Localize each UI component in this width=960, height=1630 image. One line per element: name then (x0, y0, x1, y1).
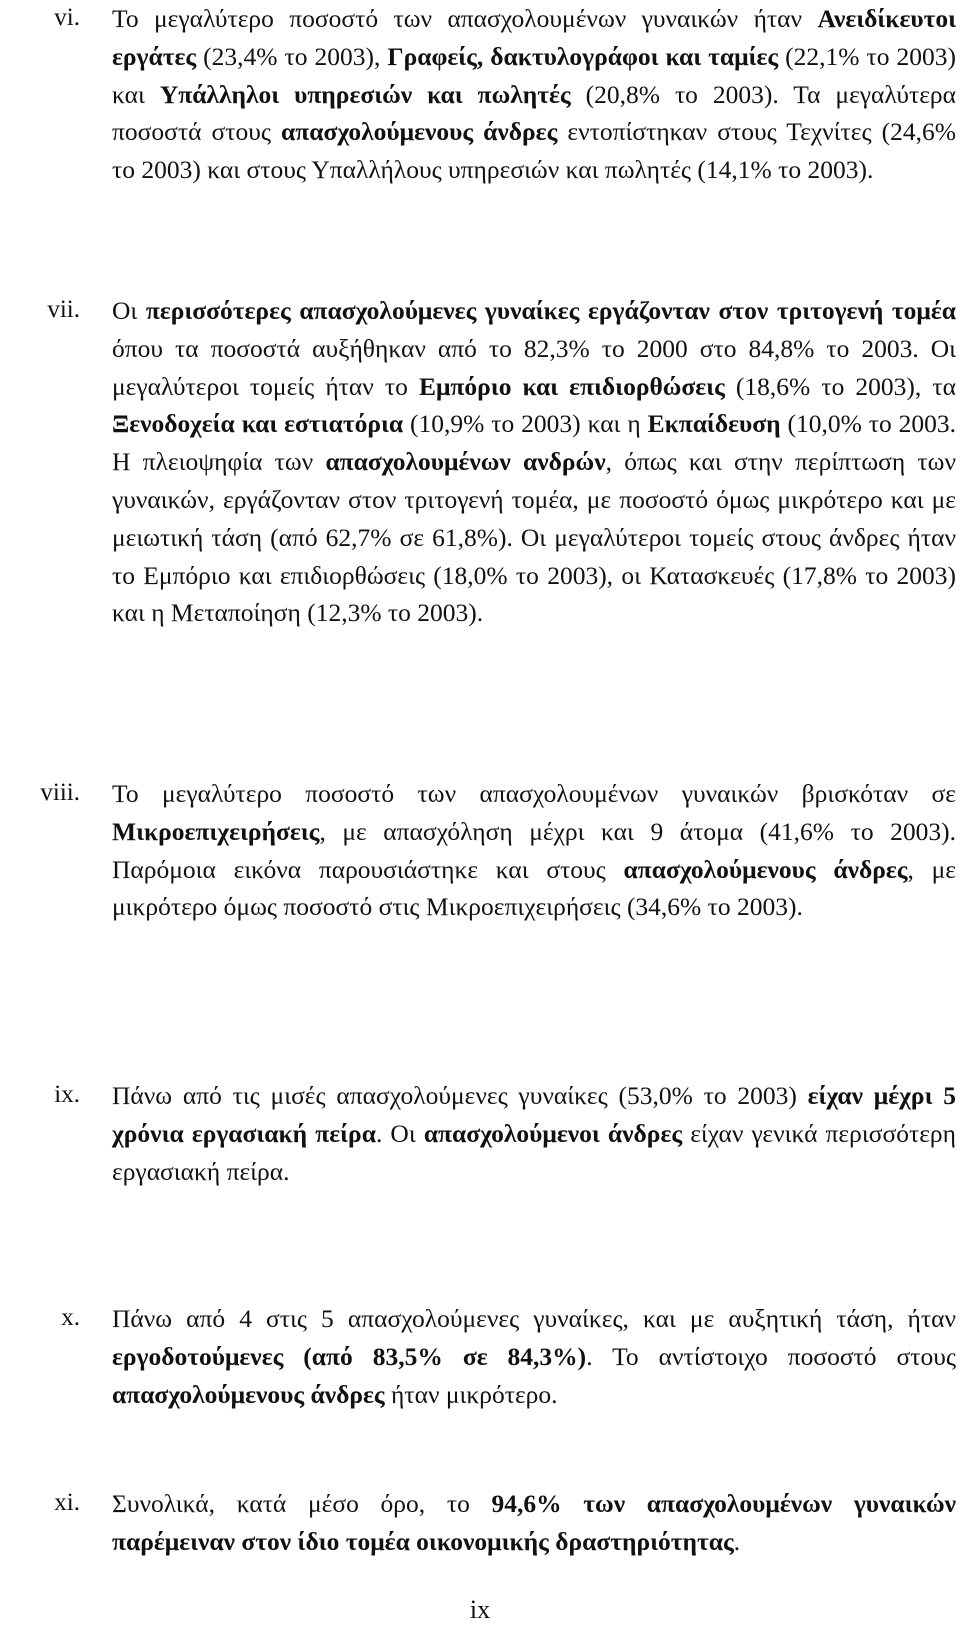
list-item-text (112, 1077, 956, 1190)
text-run: , όπως και στην περίπτωση των γυναικών, εργάζονταν στον τριτογενή τομέα, με ποσοστό όμως μικρότερο και με μειωτική τάση (από 62,7% σε 61,8%). Οι μεγαλύτεροι τομείς στους άνδρες ήταν το Εμπόριο και επιδιορθώσεις (18,0% το 2003), οι Κατασκευές (17,8% το 2003) και η Μεταποίηση (12,3% το 2003). (112, 447, 956, 628)
bold-text: Ανειδίκευτοι εργάτες (112, 4, 956, 71)
list-item-text (112, 1485, 956, 1561)
list-item-text (112, 0, 956, 189)
bold-text: απασχολούμενους άνδρες (281, 117, 558, 147)
text-run: Συνολικά, κατά μέσο όρο, το (112, 1489, 492, 1518)
text-run: . Το αντίστοιχο ποσοστό στους (586, 1341, 956, 1371)
list-item-number: x. (61, 1304, 80, 1331)
list-item-number: vii. (47, 296, 80, 323)
text-run: Πάνω από 4 στις 5 απασχολούμενες γυναίκες, και με αυξητική τάση, ήταν (112, 1304, 956, 1333)
text-run: Το μεγαλύτερο ποσοστό των απασχολουμένων γυναικών βρισκόταν σε (112, 779, 956, 808)
bold-text: εργοδοτούμενες (από 83,5% σε 84,3%) (112, 1341, 587, 1371)
text-run: (18,6% το 2003), τα (724, 371, 956, 401)
text-run: (23,4% το 2003), (196, 41, 388, 71)
text-run: (10,9% το 2003) και η (403, 409, 648, 439)
list-item-number: viii. (40, 779, 80, 806)
text-run: (22,1% το 2003) και (112, 41, 956, 109)
text-run: Πάνω από τις μισές απασχολούμενες γυναίκες (53,0% το 2003) (112, 1081, 808, 1110)
bold-text: Εκπαίδευση (647, 409, 781, 439)
page-number: ix (469, 1595, 491, 1624)
bold-text: περισσότερες απασχολούμενες γυναίκες εργάζονταν στον τριτογενή τομέα (145, 296, 956, 325)
bold-text: απασχολούμενους άνδρες (112, 1379, 385, 1409)
bold-text: Εμπόριο και επιδιορθώσεις (418, 371, 725, 401)
list-item-text (112, 1300, 956, 1413)
text-run: είχαν γενικά περισσότερη εργασιακή πείρα. (112, 1118, 956, 1186)
bold-text: απασχολούμενοι άνδρες (423, 1118, 683, 1148)
bold-text: Μικροεπιχειρήσεις (112, 816, 320, 846)
list-item-text (112, 292, 956, 632)
text-run: Το μεγαλύτερο ποσοστό των απασχολουμένων γυναικών ήταν (112, 4, 818, 33)
list-item-text (112, 775, 956, 926)
text-run: ήταν μικρότερο. (384, 1379, 558, 1409)
text-run: όπου τα ποσοστά αυξήθηκαν από το 82,3% το 2000 στο 84,8% το 2003. Οι μεγαλύτεροι τομείς ήταν το (112, 333, 956, 401)
text-run: . (733, 1526, 741, 1556)
bold-text: είχαν μέχρι 5 χρόνια εργασιακή πείρα (112, 1081, 956, 1148)
text-run: , με απασχόληση μέχρι και 9 άτομα (41,6% το 2003). Παρόμοια εικόνα παρουσιάστηκε και στους (112, 816, 956, 884)
text-run: Οι (112, 296, 146, 325)
list-item-number: xi. (54, 1489, 80, 1516)
text-run: εντοπίστηκαν στους Τεχνίτες (24,6% το 2003) και στους Υπαλλήλους υπηρεσιών και πωλητές (14,1% το 2003). (112, 117, 956, 185)
list-item-number: vi. (54, 4, 80, 31)
bold-text: 94,6% των απασχολουμένων γυναικών παρέμειναν στον ίδιο τομέα οικονομικής δραστηριότητας (112, 1489, 956, 1556)
text-run: (20,8% το 2003). Τα μεγαλύτερα ποσοστά στους (112, 79, 956, 147)
list-item-number: ix. (54, 1081, 80, 1108)
bold-text: Ξενοδοχεία και εστιατόρια (112, 409, 404, 439)
bold-text: Υπάλληλοι υπηρεσιών και πωλητές (159, 79, 571, 109)
text-run: . Οι (375, 1118, 424, 1148)
bold-text: απασχολουμένων ανδρών (325, 447, 606, 477)
bold-text: Γραφείς, δακτυλογράφοι και ταμίες (387, 41, 779, 71)
bold-text: απασχολούμενους άνδρες (623, 854, 908, 884)
text-run: (10,0% το 2003. Η πλειοψηφία των (112, 409, 956, 477)
text-run: , με μικρότερο όμως ποσοστό στις Μικροεπιχειρήσεις (34,6% το 2003). (112, 854, 956, 922)
